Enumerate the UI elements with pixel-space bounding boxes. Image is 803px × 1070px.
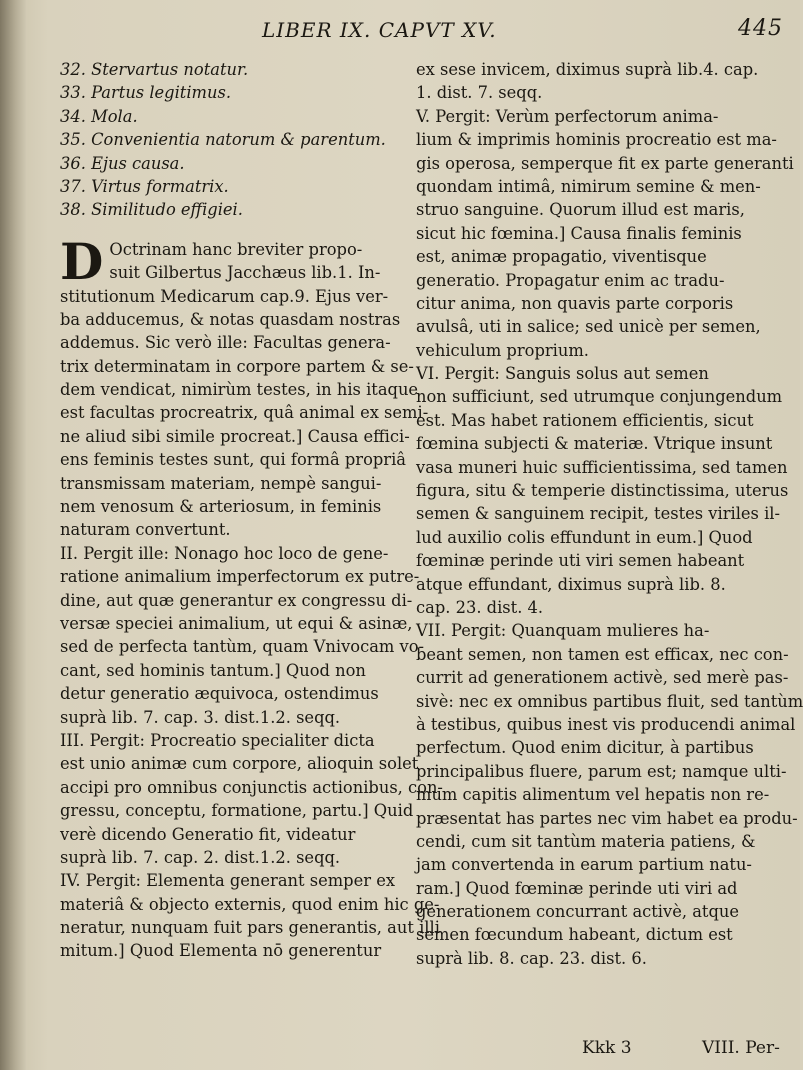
text-line: naturam convertunt.	[60, 520, 231, 540]
text-line: vasa muneri huic sufficientissima, sed tamen	[416, 457, 788, 477]
text-line: accipi pro omnibus conjunctis actionibus, con-	[60, 777, 443, 797]
text-line: detur generatio æquivoca, ostendimus	[60, 684, 379, 704]
text-line: nem venosum & arteriosum, in feminis	[60, 497, 382, 517]
text-line: suit Gilbertus Jacchæus lib.1. In-	[109, 263, 381, 283]
book-gutter-shadow	[0, 0, 26, 1070]
text-line: dine, aut quæ generantur ex congressu di-	[60, 590, 413, 610]
text-line: VI. Pergit: Sanguis solus aut semen	[416, 364, 709, 384]
text-line: suprà lib. 7. cap. 2. dist.1.2. seqq.	[60, 847, 341, 867]
text-line: est facultas procreatrix, quâ animal ex semi-	[60, 403, 429, 423]
text-line: est. Mas habet rationem efficientis, sicut	[416, 410, 754, 430]
text-line: VII. Pergit: Quanquam mulieres ha-	[416, 621, 710, 641]
text-line: sivè: nec ex omnibus partibus fluit, sed tantùm	[416, 691, 803, 711]
page-number: 445	[738, 16, 783, 41]
text-line: 35. Convenientia natorum & parentum.	[60, 130, 386, 150]
text-line: à testibus, quibus inest vis producendi animal	[416, 714, 796, 734]
text-line: transmissam materiam, nempè sangui-	[60, 473, 382, 493]
text-line: struo sanguine. Quorum illud est maris,	[416, 200, 745, 220]
text-line: ratione animalium imperfectorum ex putre-	[60, 567, 420, 587]
signature-mark: Kkk 3	[582, 1038, 632, 1058]
text-line: 36. Ejus causa.	[60, 153, 185, 173]
text-line: gressu, conceptu, formatione, partu.] Quid	[60, 801, 414, 821]
text-line: sed de perfecta tantùm, quam Vnivocam vo-	[60, 637, 425, 657]
text-line: mum capitis alimentum vel hepatis non re-	[416, 785, 770, 805]
section-summary-list	[60, 58, 396, 222]
drop-cap-paragraph	[60, 231, 396, 291]
text-line: lud auxilio colis effundunt in eum.] Quod	[416, 527, 753, 547]
text-line: generationem concurrant activè, atque	[416, 902, 739, 922]
text-line: 33. Partus legitimus.	[60, 83, 232, 103]
left-body-text	[60, 285, 443, 963]
right-body-text	[416, 58, 803, 970]
text-line: principalibus fluere, parum est; namque ulti-	[416, 761, 787, 781]
text-line: cant, sed hominis tantum.] Quod non	[60, 660, 366, 680]
text-line: currit ad generationem activè, sed merè pas-	[416, 668, 789, 688]
text-line: ex sese invicem, diximus suprà lib.4. cap.	[416, 60, 759, 79]
text-line: cap. 23. dist. 4.	[416, 597, 544, 617]
text-line: semen & sanguinem recipit, testes viriles il-	[416, 504, 780, 524]
text-line: Octrinam hanc breviter propo-	[109, 239, 363, 259]
text-line: fœmina subjecti & materiæ. Vtrique insunt	[416, 434, 773, 454]
text-line: V. Pergit: Verùm perfectorum anima-	[416, 106, 719, 126]
text-line: 38. Similitudo effigiei.	[60, 200, 243, 220]
text-line: cendi, cum sit tantùm materia patiens, &	[416, 831, 756, 851]
text-line: non sufficiunt, sed utrumque conjungendum	[416, 387, 783, 407]
catchword: VIII. Per-	[702, 1038, 780, 1058]
text-line: quondam intimâ, nimirum semine & men-	[416, 176, 761, 196]
text-line: trix determinatam in corpore partem & se-	[60, 356, 414, 376]
text-line: suprà lib. 8. cap. 23. dist. 6.	[416, 948, 647, 968]
drop-cap-letter: D	[60, 231, 104, 291]
text-line: III. Pergit: Procreatio specialiter dicta	[60, 730, 375, 750]
text-line: semen fœcundum habeant, dictum est	[416, 925, 733, 945]
text-line: avulsâ, uti in salice; sed unicè per semen,	[416, 317, 761, 337]
text-line: lium & imprimis hominis procreatio est ma-	[416, 130, 777, 150]
running-title: LIBER IX. CAPVT XV.	[262, 18, 497, 42]
text-line: beant semen, non tamen est efficax, nec con-	[416, 644, 789, 664]
text-line: sicut hic fœmina.] Causa finalis feminis	[416, 223, 742, 243]
text-line: præsentat has partes nec vim habet ea produ-	[416, 808, 798, 828]
text-line: 37. Virtus formatrix.	[60, 176, 229, 196]
text-line: 34. Mola.	[60, 106, 138, 126]
text-line: 32. Stervartus notatur.	[60, 60, 249, 79]
text-line: vehiculum proprium.	[416, 340, 589, 360]
text-line: est, animæ propagatio, viventisque	[416, 247, 707, 267]
text-line: generatio. Propagatur enim ac tradu-	[416, 270, 725, 290]
text-line: versæ speciei animalium, ut equi & asinæ,	[60, 613, 413, 633]
text-line: materiâ & objecto externis, quod enim hic ge-	[60, 894, 440, 914]
text-line: dem vendicat, nimirùm testes, in his itaque	[60, 380, 419, 400]
text-line: ram.] Quod fœminæ perinde uti viri ad	[416, 878, 738, 898]
text-line: IV. Pergit: Elementa generant semper ex	[60, 871, 396, 891]
text-line: mitum.] Quod Elementa nō generentur	[60, 941, 382, 961]
text-line: ne aliud sibi simile procreat.] Causa effici-	[60, 426, 410, 446]
text-line: stitutionum Medicarum cap.9. Ejus ver-	[60, 286, 389, 306]
text-line: jam convertenda in earum partium natu-	[416, 855, 752, 875]
left-column	[60, 58, 443, 963]
right-column	[416, 58, 803, 970]
text-line: gis operosa, semperque fit ex parte generanti	[416, 153, 794, 173]
text-line: ens feminis testes sunt, qui formâ propriâ	[60, 450, 406, 470]
section-gap	[60, 222, 396, 238]
text-line: addemus. Sic verò ille: Facultas genera-	[60, 333, 391, 353]
text-line: II. Pergit ille: Nonago hoc loco de gene-	[60, 543, 389, 563]
text-line: verè dicendo Generatio fit, videatur	[60, 824, 356, 844]
running-header	[0, 14, 800, 44]
text-line: fœminæ perinde uti viri semen habeant	[416, 551, 745, 571]
text-line: perfectum. Quod enim dicitur, à partibus	[416, 738, 754, 758]
text-line: neratur, nunquam fuit pars generantis, aut illi	[60, 918, 440, 938]
text-line: suprà lib. 7. cap. 3. dist.1.2. seqq.	[60, 707, 341, 727]
text-line: citur anima, non quavis parte corporis	[416, 293, 734, 313]
text-line: atque effundant, diximus suprà lib. 8.	[416, 574, 726, 594]
text-line: 1. dist. 7. seqq.	[416, 83, 543, 103]
text-line: ba adducemus, & notas quasdam nostras	[60, 309, 401, 329]
text-line: figura, situ & temperie distinctissima, uterus	[416, 481, 789, 501]
text-line: est unio animæ cum corpore, alioquin solet	[60, 754, 419, 774]
